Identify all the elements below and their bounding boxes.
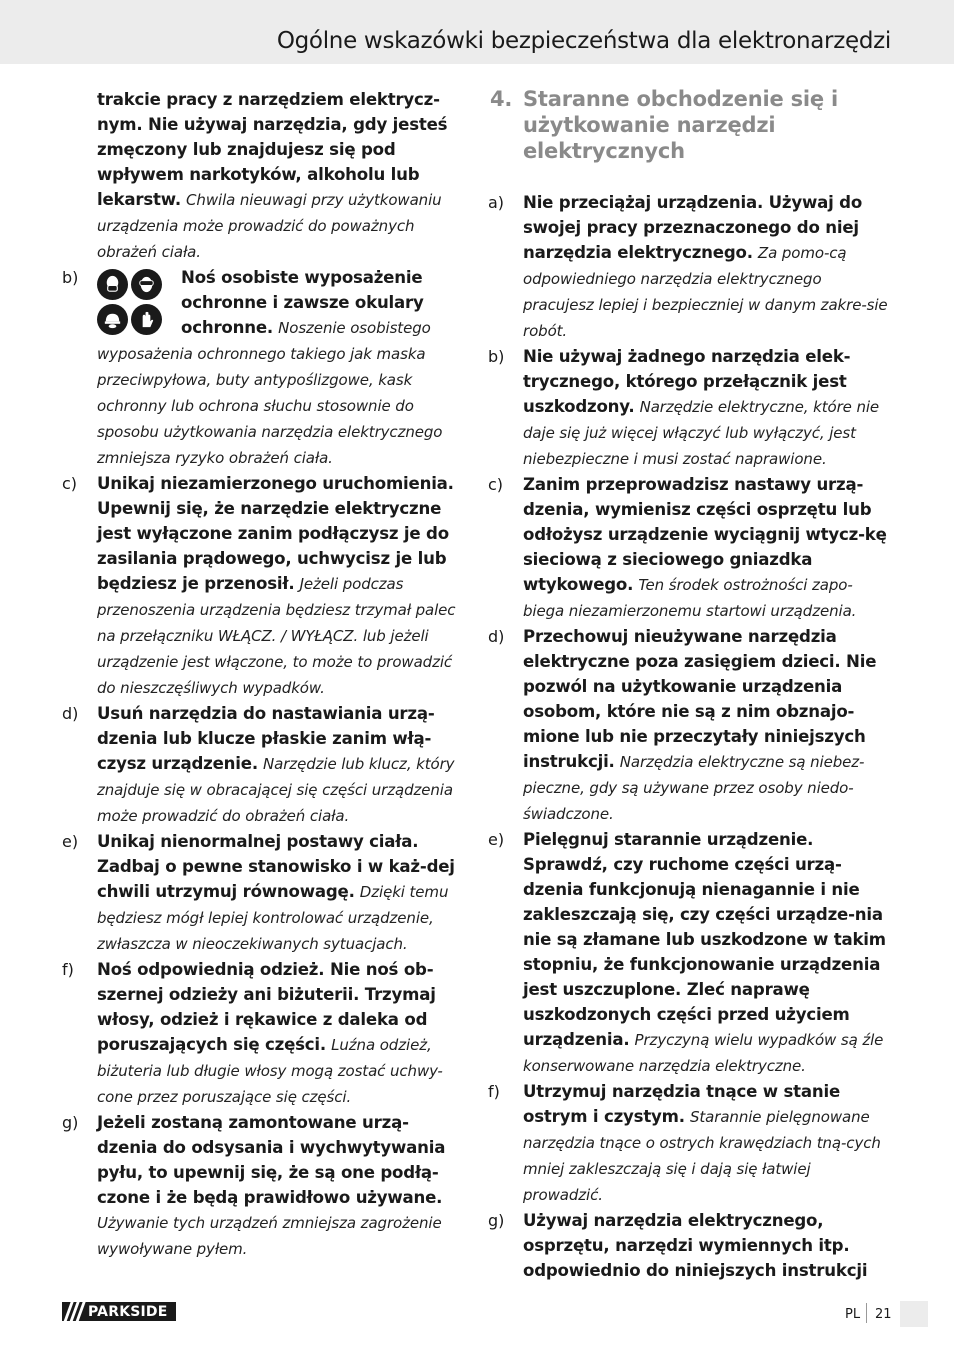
parkside-logo bbox=[62, 1302, 176, 1321]
item-label: c) bbox=[488, 475, 504, 494]
page-corner-box bbox=[900, 1301, 928, 1327]
instruction-italic: Dzięki temu będziesz mógł lepiej kontrolować urządzenie, zwłaszcza w nieoczekiwanych sytuacjach. bbox=[97, 883, 449, 953]
list-item bbox=[488, 827, 892, 1079]
instruction-italic: Narzędzie elektryczne, które nie daje się już więcej włączyć lub wyłączyć, jest niebezpieczne i musi zostać naprawione. bbox=[523, 398, 880, 468]
face-mask-icon bbox=[97, 269, 128, 300]
instruction-italic: Starannie pielęgnowane narzędzia tnące o ostrych krawędziach tną-cych mniej zakleszczają się i dają się łatwiej prowadzić. bbox=[523, 1108, 881, 1204]
instruction-bold: trakcie pracy z narzędziem elektrycz-nym. Nie używaj narzędzia, gdy jesteś zmęczony lub znajdujesz się pod wpływem narkotyków, alkoholu lub lekarstw. bbox=[97, 90, 448, 209]
brand-name: PARKSIDE bbox=[88, 1303, 168, 1320]
instruction-italic: Narzędzia elektryczne są niebez-pieczne, gdy są używane przez osoby niedo-świadczone. bbox=[523, 753, 865, 823]
list-item bbox=[488, 344, 892, 472]
item-label: e) bbox=[488, 830, 505, 849]
list-item bbox=[488, 1079, 892, 1208]
instruction-bold: Utrzymuj narzędzia tnące w stanie ostrym i czystym. bbox=[523, 1082, 841, 1126]
list-item bbox=[62, 471, 464, 701]
instruction-italic: Luźna odzież, biżuteria lub długie włosy mogą zostać uchwy-cone przez poruszające się części. bbox=[97, 1036, 443, 1106]
right-column bbox=[488, 87, 892, 1283]
hard-hat-icon bbox=[97, 304, 128, 335]
instruction-bold: Unikaj nienormalnej postawy ciała. Zadbaj o pewne stanowisko i w każ-dej chwili utrzymuj równowagę. bbox=[97, 832, 455, 901]
instruction-italic: Jeżeli podczas przenoszenia urządzenia będziesz trzymał palec na przełączniku WŁĄCZ. / WYŁĄCZ. lub jeżeli urządzenie jest włączone, to może to prowadzić do nieszczęśliwych wypadków. bbox=[97, 575, 456, 697]
page-title: Ogólne wskazówki bezpieczeństwa dla elektronarzędzi bbox=[276, 28, 891, 54]
logo-stripes-icon bbox=[62, 1302, 86, 1321]
instruction-italic: Chwila nieuwagi przy użytkowaniu urządzenia może prowadzić do poważnych obrażeń ciała. bbox=[97, 191, 442, 261]
section-number: 4. bbox=[490, 87, 513, 111]
item-label: f) bbox=[488, 1082, 500, 1101]
instruction-bold: Zanim przeprowadzisz nastawy urzą-dzenia, wymienisz części osprzętu lub odłożysz urządzenie wyciągnij wtycz-kę sieciową z sieciowego gniazdka wtykowego. bbox=[523, 475, 887, 594]
item-label: c) bbox=[62, 474, 78, 493]
item-label: d) bbox=[62, 704, 79, 723]
list-item bbox=[488, 190, 892, 344]
list-item bbox=[488, 1208, 892, 1283]
item-label: g) bbox=[488, 1211, 505, 1230]
safety-goggles-icon bbox=[131, 269, 162, 300]
item-label: g) bbox=[62, 1113, 79, 1132]
footer-divider bbox=[866, 1303, 867, 1323]
list-item bbox=[488, 624, 892, 827]
item-label: e) bbox=[62, 832, 79, 851]
list-item bbox=[62, 829, 464, 957]
continued-paragraph bbox=[62, 87, 464, 265]
instruction-bold: Noś odpowiednią odzież. Nie noś ob-szernej odzieży ani biżuterii. Trzymaj włosy, odzież i rękawice z daleka od poruszających się części. bbox=[97, 960, 436, 1054]
ppe-icons bbox=[97, 265, 163, 335]
instruction-bold: Używaj narzędzia elektrycznego, osprzętu, narzędzi wymiennych itp. odpowiednio do niniejszych instrukcji bbox=[523, 1211, 868, 1280]
instruction-bold: Nie używaj żadnego narzędzia elek-trycznego, którego przełącznik jest uszkodzony. bbox=[523, 347, 851, 416]
item-label: b) bbox=[62, 268, 79, 287]
page-number: 21 bbox=[875, 1307, 892, 1322]
item-label: a) bbox=[488, 193, 505, 212]
list-item bbox=[62, 957, 464, 1110]
instruction-italic: Przyczyną wielu wypadków są źle konserwowane narzędzia elektryczne. bbox=[523, 1031, 884, 1075]
list-item bbox=[62, 265, 464, 471]
section-title: Staranne obchodzenie się i użytkowanie narzędzi elektrycznych bbox=[523, 87, 839, 163]
work-glove-icon bbox=[131, 304, 162, 335]
list-item bbox=[62, 701, 464, 829]
instruction-bold: Przechowuj nieużywane narzędzia elektryczne poza zasięgiem dzieci. Nie pozwól na użytkowanie urządzenia osobom, które nie są z nim obznajo-mione lub nie przeczytały niniejszych instrukcji. bbox=[523, 627, 877, 771]
list-item bbox=[62, 1110, 464, 1262]
instruction-bold: Unikaj niezamierzonego uruchomienia. Upewnij się, że narzędzie elektryczne jest wyłączone zanim podłączysz je do zasilania prądowego, uchwycisz je lub będziesz je przenosił. bbox=[97, 474, 454, 593]
item-label: f) bbox=[62, 960, 74, 979]
instruction-italic: Za pomo-cą odpowiedniego narzędzia elektrycznego pracujesz lepiej i bezpieczniej w danym zakre-sie robót. bbox=[523, 244, 888, 340]
instruction-bold: Noś osobiste wyposażenie ochronne i zawsze okulary ochronne. bbox=[181, 268, 424, 337]
instruction-italic: Narzędzie lub klucz, który znajduje się w obracającej się części urządzenia może prowadzić do obrażeń ciała. bbox=[97, 755, 455, 825]
instruction-bold: Pielęgnuj starannie urządzenie. Sprawdź, czy ruchome części urzą-dzenia funkcjonują nienagannie i nie zakleszczają się, czy części urządze-nia nie są złamane lub uszkodzone w takim stopniu, że funkcjonowanie urządzenia jest uszczuplone. Zleć naprawę uszkodzonych części przed użyciem urządzenia. bbox=[523, 830, 886, 1049]
instruction-bold: Nie przeciążaj urządzenia. Używaj do swojej pracy przeznaczonego do niej narzędzia elektrycznego. bbox=[523, 193, 863, 262]
instruction-italic: Używanie tych urządzeń zmniejsza zagrożenie wywoływane pyłem. bbox=[97, 1214, 442, 1258]
left-column bbox=[62, 87, 464, 1262]
list-item bbox=[488, 472, 892, 624]
item-label: b) bbox=[488, 347, 505, 366]
instruction-italic: Ten środek ostrożności zapo-biega niezamierzonemu startowi urządzenia. bbox=[523, 576, 857, 620]
instruction-bold: Jeżeli zostaną zamontowane urzą-dzenia do odsysania i wychwytywania pyłu, to upewnij się, że są one podłą-czone i że będą prawidłowo używane. bbox=[97, 1113, 446, 1207]
page-header bbox=[0, 0, 954, 64]
item-label: d) bbox=[488, 627, 505, 646]
section-heading bbox=[488, 87, 892, 165]
instruction-bold: Usuń narzędzia do nastawiania urzą-dzenia lub klucze płaskie zanim włą-czysz urządzenie. bbox=[97, 704, 435, 773]
language-code: PL bbox=[845, 1307, 861, 1322]
instruction-italic: Noszenie osobistego wyposażenia ochronnego takiego jak maska przeciwpyłowa, buty antypoślizgowe, kask ochronny lub ochrona słuchu stosownie do sposobu użytkowania narzędzia elektrycznego zmniejsza ryzyko obrażeń ciała. bbox=[97, 319, 443, 467]
